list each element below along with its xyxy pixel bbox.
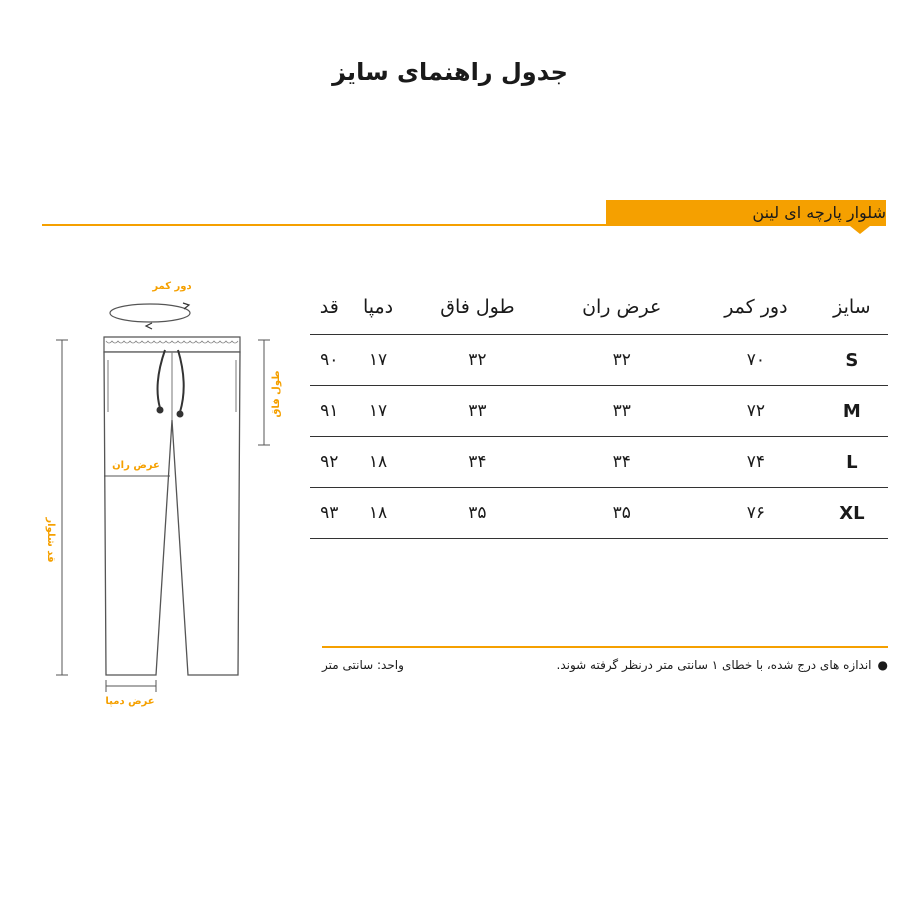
cell-rise: ۳۳ [407, 386, 547, 437]
drawstring-tip [177, 411, 184, 418]
size-table-header [310, 280, 888, 335]
product-tag-notch [850, 226, 870, 234]
cell-length: ۹۲ [310, 437, 349, 488]
table-row [310, 386, 888, 437]
header-length: قد [310, 280, 349, 335]
waist-arrow-icon [146, 323, 152, 329]
cell-hem: ۱۸ [349, 437, 408, 488]
table-row [310, 335, 888, 386]
header-hem: دمپا [349, 280, 408, 335]
bullet-icon: ● [877, 658, 888, 672]
hem-label: عرض دمپا [105, 696, 155, 707]
cell-waist: ۷۴ [696, 437, 816, 488]
table-row [310, 437, 888, 488]
cell-rise: ۳۲ [407, 335, 547, 386]
cell-hem: ۱۷ [349, 386, 408, 437]
rise-label: طول فاق [271, 370, 282, 418]
cell-rise: ۳۵ [407, 488, 547, 539]
page-title: جدول راهنمای سایز [332, 58, 568, 86]
waist-measure-ellipse [110, 304, 190, 322]
header-thigh: عرض ران [547, 280, 696, 335]
header-waist: دور کمر [696, 280, 816, 335]
cell-waist: ۷۲ [696, 386, 816, 437]
cell-waist: ۷۶ [696, 488, 816, 539]
cell-thigh: ۳۴ [547, 437, 696, 488]
waist-label: دور کمر [152, 281, 192, 292]
unit-label: واحد: سانتی متر [322, 658, 404, 672]
product-tag [606, 200, 886, 226]
cell-size: L [816, 437, 888, 488]
tolerance-note [557, 658, 889, 672]
header-size: سایز [816, 280, 888, 335]
pants-waistband [104, 337, 240, 352]
size-table [310, 280, 888, 539]
length-label: قد شلوار [45, 517, 56, 563]
tolerance-note-text: اندازه های درج شده، با خطای ۱ سانتی متر درنظر گرفته شوند. [556, 658, 872, 672]
cell-size: S [816, 335, 888, 386]
cell-hem: ۱۷ [349, 335, 408, 386]
cell-rise: ۳۴ [407, 437, 547, 488]
cell-thigh: ۳۵ [547, 488, 696, 539]
cell-length: ۹۱ [310, 386, 349, 437]
cell-length: ۹۳ [310, 488, 349, 539]
footer-divider [322, 646, 888, 648]
cell-thigh: ۳۳ [547, 386, 696, 437]
cell-size: M [816, 386, 888, 437]
cell-size: XL [816, 488, 888, 539]
cell-waist: ۷۰ [696, 335, 816, 386]
thigh-label: عرض ران [112, 460, 160, 471]
cell-hem: ۱۸ [349, 488, 408, 539]
table-row [310, 488, 888, 539]
cell-length: ۹۰ [310, 335, 349, 386]
drawstring-tip [157, 407, 164, 414]
header-rise: طول فاق [407, 280, 547, 335]
cell-thigh: ۳۲ [547, 335, 696, 386]
product-tag-label: شلوار پارچه ای لینن [752, 203, 886, 222]
pants-diagram [0, 270, 300, 720]
header-divider [42, 224, 608, 226]
